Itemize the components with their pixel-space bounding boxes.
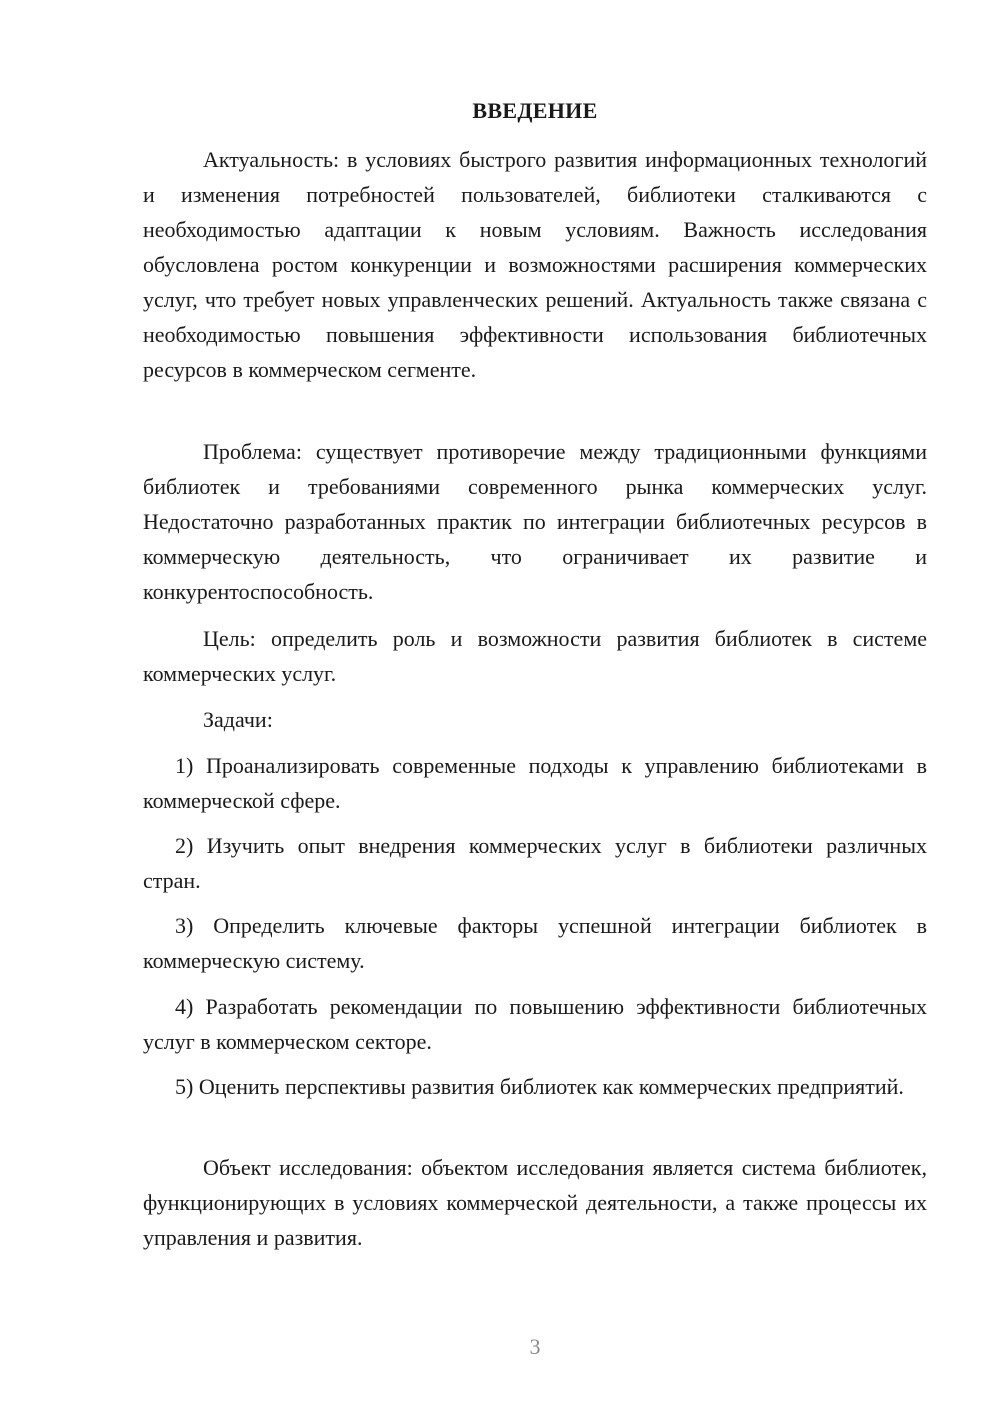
problem-paragraph: Проблема: существует противоречие между традиционными функциями библиотек и требованиями современного рынка коммерческих услуг. Недостаточно разработанных практик по интеграции библиотечных ресурсов в коммерческую деятельность, что ограничивает их развитие и конкурентоспособность. (143, 439, 927, 604)
task-item-4: 4) Разработать рекомендации по повышению эффективности библиотечных услуг в коммерческом секторе. (143, 994, 927, 1054)
relevance-paragraph: Актуальность: в условиях быстрого развития информационных технологий и изменения потребностей пользователей, библиотеки сталкиваются с необходимостью адаптации к новым условиям. Важность исследования обусловлена ростом конкуренции и возможностями расширения коммерческих услуг, что требует новых управленческих решений. Актуальность также связана с необходимостью повышения эффективности использования библиотечных ресурсов в коммерческом сегменте. (143, 147, 927, 382)
object-paragraph: Объект исследования: объектом исследования является система библиотек, функционирующих в условиях коммерческой деятельности, а также процессы их управления и развития. (143, 1155, 927, 1250)
task-item-2: 2) Изучить опыт внедрения коммерческих услуг в библиотеки различных стран. (143, 833, 927, 893)
page-title: ВВЕДЕНИЕ (472, 98, 598, 123)
task-item-3: 3) Определить ключевые факторы успешной интеграции библиотек в коммерческую систему. (143, 913, 927, 973)
document-page (143, 0, 927, 1414)
tasks-heading: Задачи: (203, 707, 273, 732)
task-item-5: 5) Оценить перспективы развития библиотек как коммерческих предприятий. (175, 1074, 904, 1099)
goal-paragraph: Цель: определить роль и возможности развития библиотек в системе коммерческих услуг. (143, 626, 927, 686)
task-item-1: 1) Проанализировать современные подходы к управлению библиотеками в коммерческой сфере. (143, 753, 927, 813)
page-number: 3 (529, 1334, 541, 1359)
